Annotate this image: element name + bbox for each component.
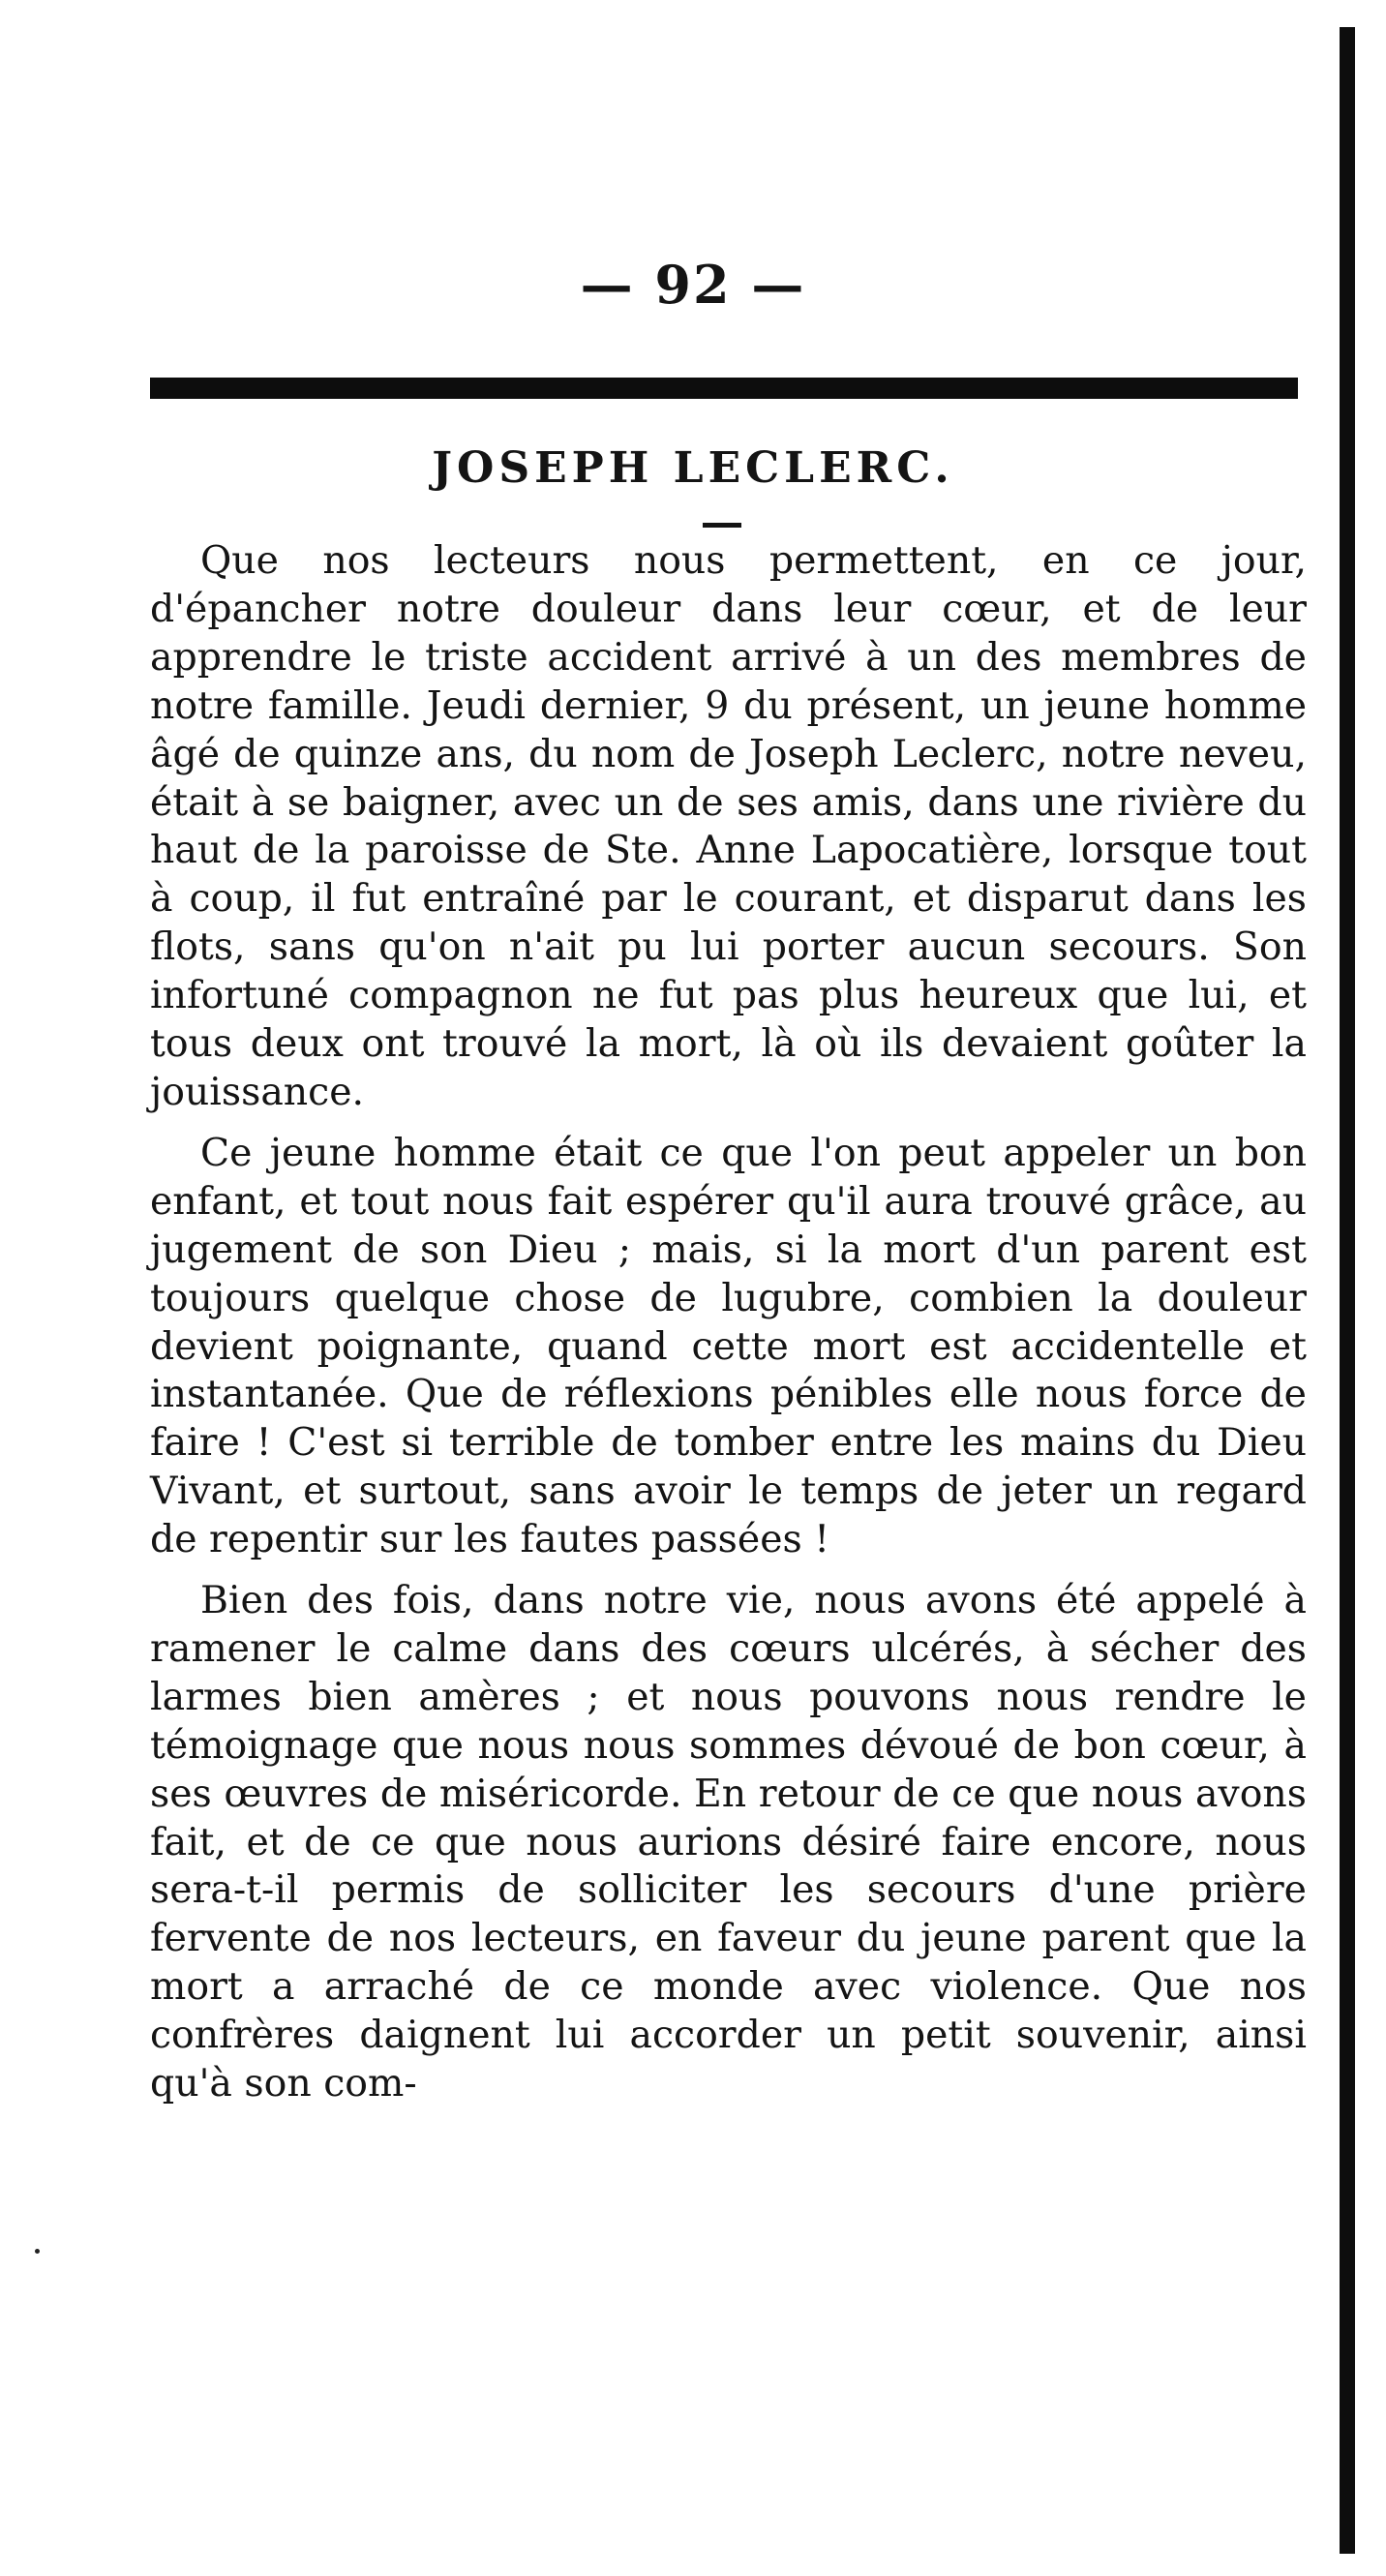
paragraph-3: Bien des fois, dans notre vie, nous avons été appelé à ramener le calme dans des cœurs ulcérés, à sécher des larmes bien amères ; et nous pouvons nous rendre le témoignage que nous nous sommes dévoué de bon cœur, à ses œuvres de miséricorde. En retour de ce que nous avons fait, et de ce que nous aurions désiré faire encore, nous sera-t-il permis de solliciter les secours d'une prière fervente de nos lecteurs, en faveur du jeune parent que la mort a arraché de ce monde avec violence. Que nos confrères daignent lui accorder un petit souvenir, ainsi qu'à son com- [150,1578,1307,2106]
paragraph-2: Ce jeune homme était ce que l'on peut appeler un bon enfant, et tout nous fait espérer qu'il aura trouvé grâce, au jugement de son Dieu ; mais, si la mort d'un parent est toujours quelque chose de lugubre, combien la douleur devient poignante, quand cette mort est accidentelle et instantanée. Que de réflexions pénibles elle nous force de faire ! C'est si terrible de tomber entre les mains du Dieu Vivant, et surtout, sans avoir le temps de jeter un regard de repentir sur les fautes passées ! [150,1130,1307,1562]
page-edge-rule [1340,27,1355,2554]
ink-speck [35,2249,40,2254]
paragraph-1: Que nos lecteurs nous permettent, en ce jour, d'épancher notre douleur dans leur cœur, et de leur apprendre le triste accident arrivé à un des membres de notre famille. Jeudi dernier, 9 du présent, un jeune homme âgé de quinze ans, du nom de Joseph Leclerc, notre neveu, était à se baigner, avec un de ses amis, dans une rivière du haut de la paroisse de Ste. Anne Lapocatière, lorsque tout à coup, il fut entraîné par le courant, et disparut dans les flots, sans qu'on n'ait pu lui porter aucun secours. Son infortuné compagnon ne fut pas plus heureux que lui, et tous deux ont trouvé la mort, là où ils devaient goûter la jouissance. [150,538,1307,1114]
article-body [150,537,1307,2108]
page-number: — 92 — [580,254,806,316]
header-rule [150,378,1298,399]
article-title: JOSEPH LECLERC. [432,443,954,493]
title-dash [703,523,741,528]
